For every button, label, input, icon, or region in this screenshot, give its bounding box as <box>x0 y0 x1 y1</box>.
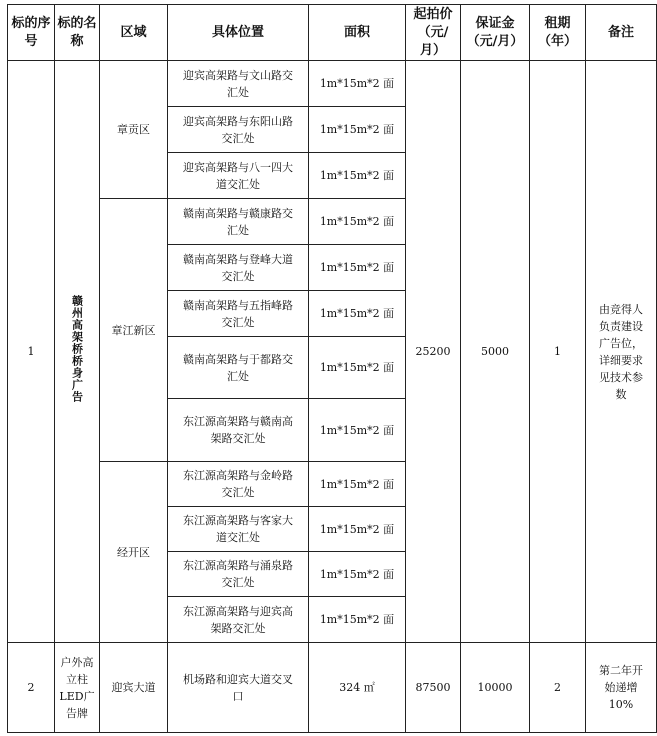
lot2-start-price: 87500 <box>406 643 461 733</box>
auction-lots-table <box>7 4 657 733</box>
lot1-district-2: 经开区 <box>100 462 168 643</box>
size-cell: 1m*15m*2 面 <box>309 61 406 107</box>
lot2-deposit: 10000 <box>461 643 530 733</box>
lot1-term: 1 <box>530 61 586 643</box>
header-term: 租期（年） <box>530 5 586 61</box>
header-row <box>8 5 657 61</box>
location-cell: 迎宾高架路与八一四大道交汇处 <box>168 153 309 199</box>
lot1-start-price: 25200 <box>406 61 461 643</box>
size-cell: 1m*15m*2 面 <box>309 507 406 552</box>
size-cell: 1m*15m*2 面 <box>309 245 406 291</box>
location-cell: 赣南高架路与登峰大道交汇处 <box>168 245 309 291</box>
size-cell: 1m*15m*2 面 <box>309 153 406 199</box>
location-cell: 赣南高架路与于都路交汇处 <box>168 337 309 399</box>
header-start-price: 起拍价（元/月） <box>406 5 461 61</box>
lot2-seq: 2 <box>8 643 55 733</box>
lot2-term: 2 <box>530 643 586 733</box>
size-cell: 1m*15m*2 面 <box>309 291 406 337</box>
header-size: 面积 <box>309 5 406 61</box>
lot1-remark: 由竞得人负责建设广告位，详细要求见技术参数 <box>586 61 657 643</box>
size-cell: 1m*15m*2 面 <box>309 552 406 597</box>
lot2-location: 机场路和迎宾大道交叉口 <box>168 643 309 733</box>
lot1-deposit: 5000 <box>461 61 530 643</box>
table-row <box>8 643 657 733</box>
table-row <box>8 61 657 107</box>
lot1-name-cell <box>55 61 100 643</box>
location-cell: 迎宾高架路与文山路交汇处 <box>168 61 309 107</box>
location-cell: 赣南高架路与五指峰路交汇处 <box>168 291 309 337</box>
lot2-name: 户外高立柱LED广告牌 <box>55 643 100 733</box>
lot2-size: 324 ㎡ <box>309 643 406 733</box>
size-cell: 1m*15m*2 面 <box>309 462 406 507</box>
header-seq: 标的序号 <box>8 5 55 61</box>
header-area: 区域 <box>100 5 168 61</box>
lot1-district-1: 章江新区 <box>100 199 168 462</box>
header-location: 具体位置 <box>168 5 309 61</box>
lot1-seq: 1 <box>8 61 55 643</box>
location-cell: 东江源高架路与客家大道交汇处 <box>168 507 309 552</box>
lot2-area: 迎宾大道 <box>100 643 168 733</box>
location-cell: 赣南高架路与赣康路交汇处 <box>168 199 309 245</box>
location-cell: 东江源高架路与赣南高架路交汇处 <box>168 399 309 462</box>
lot1-name: 赣州高架桥桥身广告 <box>70 295 84 403</box>
size-cell: 1m*15m*2 面 <box>309 107 406 153</box>
header-name: 标的名称 <box>55 5 100 61</box>
header-deposit: 保证金（元/月） <box>461 5 530 61</box>
header-remark: 备注 <box>586 5 657 61</box>
location-cell: 东江源高架路与金岭路交汇处 <box>168 462 309 507</box>
size-cell: 1m*15m*2 面 <box>309 399 406 462</box>
location-cell: 东江源高架路与涌泉路交汇处 <box>168 552 309 597</box>
size-cell: 1m*15m*2 面 <box>309 337 406 399</box>
size-cell: 1m*15m*2 面 <box>309 199 406 245</box>
size-cell: 1m*15m*2 面 <box>309 597 406 643</box>
lot1-district-0: 章贡区 <box>100 61 168 199</box>
lot2-remark: 第二年开始递增10% <box>586 643 657 733</box>
location-cell: 东江源高架路与迎宾高架路交汇处 <box>168 597 309 643</box>
location-cell: 迎宾高架路与东阳山路交汇处 <box>168 107 309 153</box>
